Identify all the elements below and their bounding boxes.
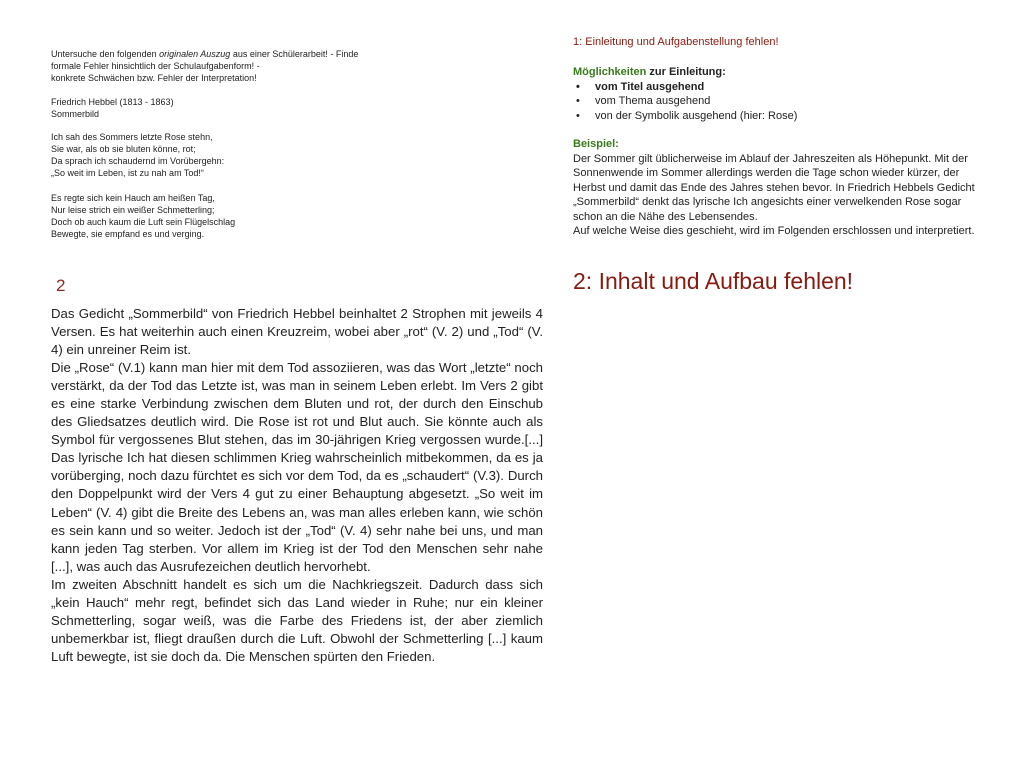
poem-verse: „So weit im Leben, ist zu nah am Tod!“ [51, 168, 204, 178]
options-label: Möglichkeiten [573, 66, 647, 78]
bullet-icon: • [576, 109, 580, 122]
poem-stanza-2 [51, 192, 235, 240]
instruction-line: formale Fehler hinsichtlich der Schulaufgabenform! - [51, 61, 260, 71]
poem-verse: Es regte sich kein Hauch am heißen Tag, [51, 193, 215, 203]
instruction-italic: originalen Auszug [159, 49, 231, 59]
section-number: 2 [56, 276, 66, 295]
instruction-text: Untersuche den folgenden [51, 49, 160, 59]
poem-verse: Doch ob auch kaum die Luft sein Flügelschlag [51, 217, 236, 227]
instruction-line [51, 48, 411, 60]
poem-title: Sommerbild [51, 109, 100, 119]
options-suffix: zur Einleitung: [646, 66, 726, 78]
poem-verse: Nur leise strich ein weißer Schmetterling; [51, 205, 215, 215]
introduction-options [573, 65, 993, 123]
poet-name: Friedrich Hebbel (1813 - 1863) [51, 97, 174, 107]
list-item [573, 109, 993, 124]
example-text: Der Sommer gilt üblicherweise im Ablauf der Jahreszeiten als Höhepunkt. Mit der Sonnenwende im Sommer allerdings werden die Tage schon wieder kürzer, der Herbst und damit das Ende des Jahres stehen bevor. In Friedrich Hebbels Gedicht „Sommerbild“ denkt das lyrische Ich angesichts einer verwelkenden Rose sogar schon an die Nähe des Lebensendes. [573, 152, 975, 223]
correction-heading-1: 1: Einleitung und Aufgabenstellung fehlen! [573, 36, 779, 48]
options-list [573, 80, 993, 124]
instruction-text: aus einer Schülerarbeit! - Finde [230, 49, 359, 59]
list-item-text: vom Thema ausgehend [595, 95, 711, 107]
poem-stanza-1 [51, 131, 224, 179]
correction-heading-2: 2: Inhalt und Aufbau fehlen! [573, 268, 854, 294]
bullet-icon: • [576, 95, 580, 107]
example-text: Auf welche Weise dies geschieht, wird im Folgenden erschlossen und interpretiert. [573, 225, 975, 237]
essay-paragraph: Die „Rose“ (V.1) kann man hier mit dem Tod assoziieren, was das Wort „letzte“ noch verstärkt, da der Tod das Letzte ist, was man in seinem Leben erlebt. Im Vers 2 gibt es eine starke Verbindung zwischen dem Bluten und rot, der durch den Einschub des Gliedsatzes deutlich wird. Die Rose ist rot und Blut auch. Sie könnte auch als Symbol für vergossenes Blut stehen, das im 30-jährigen Krieg vergossen wurde.[...] Das lyrische Ich hat diesen schlimmen Krieg wahrscheinlich mitbekommen, da es ja vorüberging, noch dazu fürchtet es sich vor dem Tod, da es „schaudert“ (V.3). Durch den Doppelpunkt wird der Vers 4 gut zu einer Behauptung abgesetzt. „So weit im Leben“ (V. 4) gibt die Breite des Lebens an, was man alles erleben kann, wie schön es sein kann und so weiter. Jedoch ist der „Tod“ (V. 4) sehr nahe bei uns, und man kann jeden Tag sterben. Vor allem im Krieg ist der Tod den Menschen sehr nahe [...], was auch das Ausrufezeichen deutlich hervorhebt. [51, 360, 543, 574]
example-introduction [573, 137, 993, 239]
student-essay [51, 305, 543, 666]
list-item [573, 80, 993, 95]
essay-paragraph: Im zweiten Abschnitt handelt es sich um die Nachkriegszeit. Dadurch dass sich „kein Hauch“ mehr regt, befindet sich das Land wieder in Ruhe; nur ein kleiner Schmetterling, sogar weiß, was die Farbe des Friedens ist, der aber ziemlich unbemerkbar ist, fliegt draußen durch die Luft. Obwohl der Schmetterling [...] kaum Luft bewegte, ist sie doch da. Die Menschen spürten den Frieden. [51, 576, 543, 664]
poem-verse: Bewegte, sie empfand es und verging. [51, 229, 205, 239]
list-item-text: vom Titel ausgehend [595, 80, 705, 93]
example-label: Beispiel: [573, 138, 619, 150]
options-heading [573, 65, 993, 80]
task-instructions [51, 48, 411, 84]
instruction-line: konkrete Schwächen bzw. Fehler der Interpretation! [51, 73, 257, 83]
list-item-text: von der Symbolik ausgehend (hier: Rose) [595, 109, 798, 122]
list-item [573, 94, 993, 109]
poem-verse: Ich sah des Sommers letzte Rose stehn, [51, 132, 213, 142]
poem-verse: Da sprach ich schaudernd im Vorübergehn: [51, 156, 225, 166]
poem-verse: Sie war, als ob sie bluten könne, rot; [51, 144, 196, 154]
poem-header [51, 96, 174, 120]
bullet-icon: • [576, 80, 580, 93]
essay-paragraph: Das Gedicht „Sommerbild“ von Friedrich Hebbel beinhaltet 2 Strophen mit jeweils 4 Versen. Es hat weiterhin auch einen Kreuzreim, wobei aber „rot“ (V. 2) und „Tod“ (V. 4) ein unreiner Reim ist. [51, 306, 543, 358]
